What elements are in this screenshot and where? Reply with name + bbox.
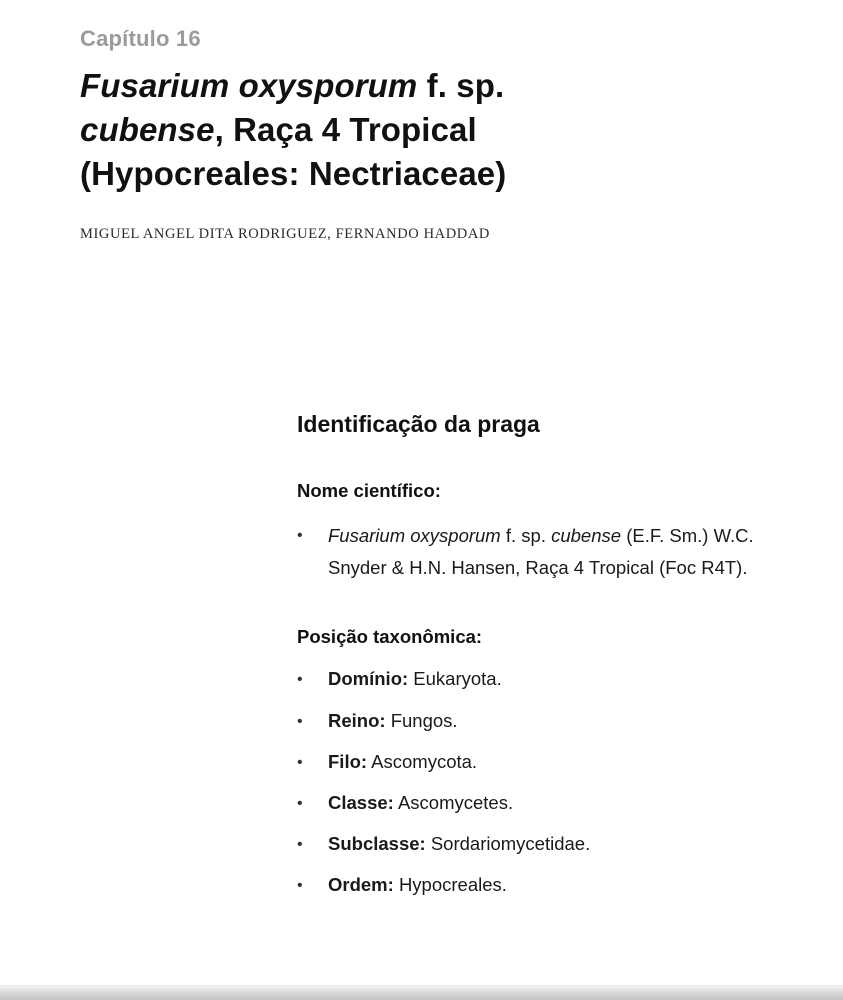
chapter-header — [80, 26, 843, 243]
taxonomy-term: Domínio: — [328, 668, 409, 690]
sci-name-segment-species: Fusarium oxysporum — [328, 524, 501, 546]
taxonomy-item-class — [297, 790, 792, 817]
bullet-marker: • — [297, 712, 303, 730]
title-segment-species: Fusarium oxysporum — [80, 67, 418, 104]
taxonomy-item-subclass — [297, 831, 792, 858]
sci-name-segment-plain: f. sp. — [500, 524, 552, 546]
taxonomy-item-domain — [297, 666, 792, 693]
subsection-taxonomy-label: Posição taxonômica: — [297, 626, 483, 648]
title-segment-rest: , Raça 4 Tropical (Hypocreales: Nectriaceae) — [80, 110, 507, 192]
taxonomy-term: Subclasse: — [328, 833, 426, 855]
pest-identification-section — [297, 411, 792, 900]
taxonomy-item-order — [297, 872, 792, 899]
title-segment-plain: f. sp. — [417, 67, 505, 104]
taxonomy-text — [328, 872, 792, 899]
taxonomy-text — [328, 790, 792, 817]
taxonomy-value: Sordariomycetidae. — [430, 833, 591, 855]
chapter-label: Capítulo 16 — [80, 26, 201, 51]
subsection-scientific-name-label: Nome científico: — [297, 479, 441, 501]
taxonomy-value: Eukaryota. — [413, 668, 502, 690]
bullet-marker: • — [297, 671, 303, 689]
taxonomy-term: Reino: — [328, 709, 386, 731]
taxonomy-item-kingdom — [297, 708, 792, 735]
taxonomy-item-phylum — [297, 749, 792, 776]
bullet-marker: • — [297, 794, 303, 812]
taxonomy-text — [328, 749, 792, 776]
taxonomy-value: Ascomycota. — [371, 750, 478, 772]
taxonomy-text — [328, 831, 792, 858]
bullet-marker: • — [297, 836, 303, 854]
scientific-name-item — [297, 520, 792, 585]
taxonomy-value: Ascomycetes. — [397, 791, 514, 813]
taxonomy-value: Hypocreales. — [398, 874, 507, 896]
taxonomy-term: Classe: — [328, 791, 394, 813]
taxonomy-list — [297, 666, 792, 899]
sci-name-segment-authority: (E.F. Sm.) W.C. Snyder & H.N. Hansen, Raça 4 Tropical (Foc R4T). — [328, 524, 754, 578]
scientific-name-text — [328, 520, 792, 585]
taxonomy-text — [328, 666, 792, 693]
bullet-marker: • — [297, 877, 303, 895]
taxonomy-text — [328, 708, 792, 735]
chapter-title — [80, 64, 558, 196]
title-segment-subspecies: cubense — [80, 110, 215, 148]
bullet-marker: • — [297, 526, 303, 544]
taxonomy-term: Ordem: — [328, 874, 394, 896]
scientific-name-list — [297, 520, 792, 585]
sci-name-segment-subspecies: cubense — [551, 524, 622, 546]
taxonomy-term: Filo: — [328, 750, 368, 772]
taxonomy-value: Fungos. — [390, 709, 458, 731]
page-break-bar — [0, 985, 843, 1000]
bullet-marker: • — [297, 753, 303, 771]
authors-line: MIGUEL ANGEL DITA RODRIGUEZ, FERNANDO HADDAD — [80, 225, 490, 242]
section-heading: Identificação da praga — [297, 410, 540, 437]
